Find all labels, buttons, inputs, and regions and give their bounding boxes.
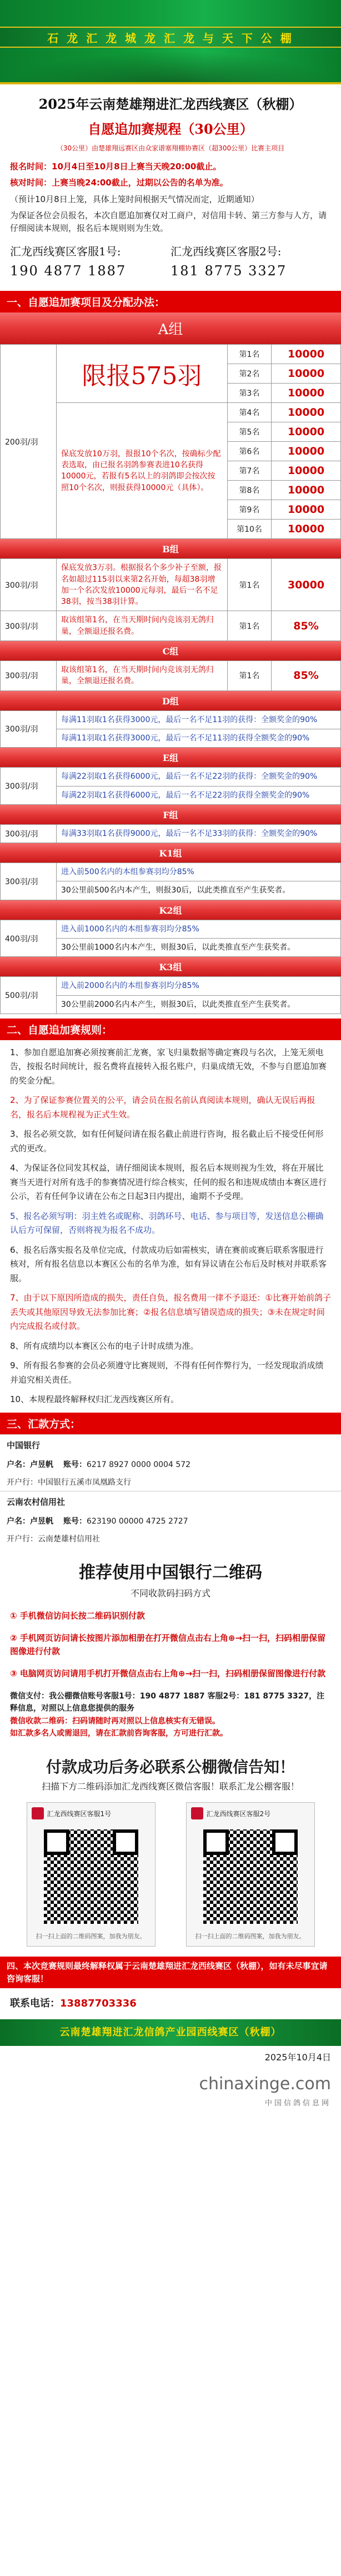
bank-box-1	[0, 1434, 341, 1491]
final-header: 四、本次竞赛规则最终解释权属于云南楚雄翔进汇龙西线赛区（秋棚），如有未尽事宜请咨询客服！	[0, 1957, 341, 1988]
bank-row	[0, 1455, 341, 1473]
rank-cell: 第8名	[228, 481, 272, 500]
prize-cell: 10000	[272, 481, 341, 500]
qr-card-hint: 扫一扫上面的二维码图案，加我为朋友。	[195, 1933, 305, 1940]
rank-cell: 第2名	[228, 364, 272, 384]
contact-label: 汇龙西线赛区客服2号:	[170, 245, 282, 259]
group-c-desc: 取该组第1名，在当天期时间内竞该羽无鸽归巢，全额退还报名费。	[57, 661, 228, 691]
group-d-desc: 每满11羽取1名获得3000元，最后一名不足11羽的获得：全额奖金的90%	[57, 710, 341, 729]
qr-card-label: 汇龙西线赛区客服1号	[47, 1809, 112, 1818]
group-k3-header: K3组	[0, 957, 341, 976]
avatar	[32, 1807, 44, 1819]
payment-header: 三、汇款方式：	[0, 1413, 341, 1434]
bank-branch: 开户行：中国银行五溪市凤凰路支行	[7, 1478, 131, 1487]
prize-cell: 85%	[272, 661, 341, 691]
table-row	[1, 768, 341, 786]
rank-cell: 第6名	[228, 442, 272, 461]
qr-step: ① 手机微信访问长按二维码识别付款	[10, 1610, 145, 1621]
group-k2-header: K2组	[0, 900, 341, 920]
group-f-table	[0, 824, 341, 843]
banner-wing-decoration	[0, 51, 341, 82]
group-e-table	[0, 767, 341, 805]
footer-date: 2025年10月4日	[264, 2052, 331, 2063]
qr-card-header	[187, 1803, 314, 1824]
group-b-desc: 取该组第1名，在当天期时间内竞该羽无鸽归巢，全额退还报名费。	[57, 611, 228, 641]
bank-branch: 开户行：云南楚雄村信用社	[7, 1534, 100, 1544]
banner-stripe-text: 石 龙 汇 龙 城 龙 汇 龙 与 天 下 公 棚	[47, 31, 294, 45]
table-row	[1, 920, 341, 938]
table-row	[1, 559, 341, 611]
group-a-fee: 200羽/羽	[1, 345, 57, 539]
prize-cell: 10000	[272, 442, 341, 461]
group-k1-desc: 30公里前500名内本产生，则报30后，以此类推直至产生获奖者。	[57, 881, 341, 900]
qr-step: ③ 电脑网页访问请用手机打开微信点击右上角⊕→扫一扫，扫码相册保留图像进行付款	[10, 1668, 326, 1678]
contact-left	[10, 243, 170, 279]
prize-cell: 10000	[272, 422, 341, 442]
account-number[interactable]: 623190 00000 4725 2727	[87, 1516, 188, 1526]
top-banner	[0, 0, 341, 84]
phone-label: 联系电话：	[10, 1998, 60, 2010]
page-title: 2025年云南楚雄翔进汇龙西线赛区（秋棚）	[38, 96, 303, 112]
group-c-fee: 300羽/羽	[1, 661, 57, 691]
group-k1-header: K1组	[0, 843, 341, 863]
group-d-header: D组	[0, 691, 341, 710]
footer-banner: 云南楚雄翔进汇龙信鸽产业园西线赛区（秋棚）	[0, 2019, 341, 2046]
group-k2-fee: 400羽/羽	[1, 920, 57, 957]
rank-cell: 第1名	[228, 661, 272, 691]
banner-stripe	[0, 27, 341, 48]
wechat-line: 微信收款二维码：扫码请随时再对照以上信息核实有无错误。	[10, 1716, 220, 1726]
qr-title: 推荐使用中国银行二维码	[79, 1562, 262, 1582]
bank-row	[0, 1512, 341, 1530]
contact-right	[170, 243, 331, 279]
group-k2-desc: 30公里前1000名内本产生，则报30后，以此类推直至产生获奖者。	[57, 939, 341, 957]
rank-cell: 第1名	[228, 559, 272, 611]
bank-name: 中国银行	[0, 1434, 341, 1455]
prize-cell: 10000	[272, 520, 341, 539]
group-f-header: F组	[0, 805, 341, 824]
group-k1-desc: 进入前500名内的本组参赛羽均分85%	[57, 863, 341, 881]
intro-deadline: 报名时间：10月4日至10月8日上赛当天晚20:00截止。	[10, 162, 222, 172]
group-f-desc: 每满33羽取1名获得9000元，最后一名不足33羽的获得：全额奖金的90%	[57, 824, 341, 843]
qr-card-hint: 扫一扫上面的二维码图案，加我为朋友。	[36, 1933, 146, 1940]
rule-item: 8、所有成绩均以本赛区公布的电子计时成绩为准。	[10, 1340, 199, 1351]
group-k1-table	[0, 863, 341, 900]
rank-cell: 第10名	[228, 520, 272, 539]
prize-cell: 85%	[272, 611, 341, 641]
qr-cards	[0, 1797, 341, 1952]
qr-subtitle: 不同收款码扫码方式	[130, 1587, 210, 1599]
table-row	[1, 345, 341, 364]
rule-item: 6、报名后落实报名及单位完成，付款成功后如需核实，请在赛前或赛后联系客服进行核对，所有报名信息以本赛区公布的名单为准，如有异议请在公布后及时核对并联系客服。	[10, 1244, 327, 1283]
group-k3-table	[0, 976, 341, 1014]
group-a-limit: 限报575羽	[57, 345, 228, 403]
section-header: 一、自愿追加赛项目及分配办法：	[0, 291, 341, 312]
prize-cell: 10000	[272, 461, 341, 481]
table-row	[1, 611, 341, 641]
contact-label: 汇龙西线赛区客服1号:	[10, 245, 121, 259]
group-e-header: E组	[0, 748, 341, 767]
group-b-fee: 300羽/羽	[1, 611, 57, 641]
rule-item: 2、为了保证参赛位置关的公平，请会员在报名前认真阅读本规则，确认无误后再报名，报名后本规程视为正式生效。	[10, 1095, 315, 1120]
rule-item: 4、为保证各位同发其权益，请仔细阅读本规则，报名后本规则视为生效，将在开展比赛当天进行对所有选手的参赛情况进行综合核实，任何的报名和违规成绩由本赛区进行公示，若有任何争议请在公布之日起3日内提出，逾期不予受理。	[10, 1163, 327, 1202]
group-d-table	[0, 710, 341, 748]
rule-item: 10、本规程最终解释权归汇龙西线赛区所有。	[10, 1394, 179, 1405]
group-k2-desc: 进入前1000名内的本组参赛羽均分85%	[57, 920, 341, 938]
table-row	[1, 977, 341, 995]
phone-number[interactable]: 13887703336	[60, 1998, 137, 2010]
account-name: 户名：卢昱帆	[7, 1460, 53, 1469]
intro-settle: 核对时间：上赛当晚24:00截止，过期以公告的名单为准。	[10, 178, 228, 188]
rule-item: 7、由于以下原因所造成的损失，责任自负，报名费用一律不予退还：①比赛开始前鸽子丢失或其他原因导致无法参加比赛；②报名信息填写错误造成的损失；③未在规定时间内完成报名或付款。	[10, 1293, 331, 1332]
contact-grid	[0, 238, 341, 286]
prize-cell: 10000	[272, 403, 341, 422]
account-label: 账号：623190 00000 4725 2727	[63, 1516, 188, 1526]
group-e-desc: 每满22羽取1名获得6000元，最后一名不足22羽的获得：全额奖金的90%	[57, 768, 341, 786]
group-k2-table	[0, 920, 341, 957]
rule-item: 5、报名必须写明：羽主姓名或昵称、羽鸽环号、电话、参与项目等，发送信息公棚确认后方可保留，否则将视为报名不成功。	[10, 1211, 324, 1236]
watermark-logo: chinaxinge.com	[199, 2074, 331, 2094]
qr-code-icon[interactable]	[44, 1829, 138, 1924]
rules-list	[0, 1046, 341, 1407]
rank-cell: 第3名	[228, 384, 272, 403]
table-row	[1, 661, 341, 691]
prize-cell: 10000	[272, 364, 341, 384]
rank-cell: 第1名	[228, 345, 272, 364]
group-b-fee: 300羽/羽	[1, 559, 57, 611]
rule-item: 3、报名必须交款，如有任何疑问请在报名截止前进行咨询，报名截止后不接受任何形式的更改。	[10, 1129, 324, 1153]
rank-cell: 第5名	[228, 422, 272, 442]
prize-cell: 10000	[272, 500, 341, 520]
group-b-desc: 保底发放3万羽。根据报名个多少补子至额，报名如超过115羽以来第2名开始，每超38羽增加一个名次发放10000元每羽，最后一名不足38羽，按当38羽计算。	[57, 559, 228, 611]
rank-cell: 第1名	[228, 611, 272, 641]
avatar	[191, 1807, 203, 1819]
group-b-header: B组	[0, 539, 341, 558]
prize-cell: 10000	[272, 384, 341, 403]
account-name: 户名：卢昱帆	[7, 1516, 53, 1526]
table-row	[1, 863, 341, 881]
qr-card	[186, 1802, 315, 1947]
group-c-table	[0, 661, 341, 691]
page-subtitle: 自愿追加赛规程（30公里）	[88, 121, 253, 137]
prize-cell: 30000	[272, 559, 341, 611]
group-k1-fee: 300羽/羽	[1, 863, 57, 900]
group-a-desc: 保底发放10万羽，报报10个名次，按确标少配表选取，由已报名羽鸽参赛表进10名获得10000元，若报有5名以上的羽鸽即会按次按照10个名次，则报获得10000元（具体）。	[57, 403, 228, 539]
contact-number[interactable]: 181 8775 3327	[170, 263, 287, 279]
qr-card-header	[27, 1803, 155, 1824]
pay-notice-subtitle: 扫描下方二维码添加汇龙西线赛区微信客服！联系汇龙公棚客服！	[41, 1781, 299, 1792]
account-number[interactable]: 6217 8927 0000 0004 572	[87, 1460, 191, 1469]
wechat-line: 如汇款多名人或需退回，请在汇款前咨询客服，方可进行汇款。	[10, 1729, 228, 1738]
table-row	[1, 710, 341, 729]
rules-header: 二、自愿追加赛规则：	[0, 1019, 341, 1040]
group-a-table	[0, 344, 341, 539]
rule-item: 1、参加自愿追加赛必须按赛前汇龙赛，家飞归巢数据等确定赛段与名次，上笼无须电告，按报名时间统计，报名费将直接转入报名账户，归巢成绩无效，不参与自愿追加赛的奖金分配。	[10, 1047, 327, 1086]
group-k3-desc: 30公里前2000名内本产生，则报30后，以此类推直至产生获奖者。	[57, 995, 341, 1014]
group-d-fee: 300羽/羽	[1, 710, 57, 748]
prize-cell: 10000	[272, 345, 341, 364]
rule-item: 9、所有报名参赛的会员必须遵守比赛规则，不得有任何作弊行为，一经发现取消成绩并追究相关责任。	[10, 1360, 324, 1385]
wechat-info	[0, 1685, 341, 1746]
bank-name: 云南农村信用社	[0, 1491, 341, 1512]
contact-number[interactable]: 190 4877 1887	[10, 263, 127, 279]
wechat-line: 微信支付：我公棚微信账号客服1号：190 4877 1887 客服2号：181 8775 3327，注释信息，对照以上信息您提供的服务	[10, 1691, 325, 1713]
title-note: （30公里）由楚雄翔远赛区由众家谱塞翔棚协赛区（超300公里）比赛主项目	[56, 144, 285, 152]
group-f-fee: 300羽/羽	[1, 824, 57, 843]
intro-release: （预计10月8日上笼，具体上笼时间根据天气情况而定，近期通知）	[10, 194, 259, 204]
group-d-desc: 每满11羽取1名获得3000元，最后一名不足11羽的获得全额奖金的90%	[57, 729, 341, 747]
group-e-fee: 300羽/羽	[1, 768, 57, 805]
bank-box-2	[0, 1491, 341, 1547]
table-row	[1, 824, 341, 843]
pay-notice-title: 付款成功后务必联系公棚微信告知！	[46, 1758, 295, 1777]
rank-cell: 第7名	[228, 461, 272, 481]
group-b-table	[0, 558, 341, 641]
intro-apply: 为保证各位会员报名，本次自愿追加赛仅对工商户，对信用卡转、第三方参与人方，请仔细阅读本规则，报名后本规则则为生效。	[10, 210, 327, 233]
qr-card	[27, 1802, 156, 1947]
phone-line	[0, 1992, 341, 2016]
group-k3-desc: 进入前2000名内的本组参赛羽均分85%	[57, 977, 341, 995]
qr-step: ② 手机网页访问请长按图片添加相册在打开微信点击右上角⊕→扫一扫，扫码相册保留图像进行付款	[10, 1632, 326, 1656]
group-c-header: C组	[0, 641, 341, 661]
account-label: 账号：6217 8927 0000 0004 572	[63, 1460, 191, 1469]
group-e-desc: 每满22羽取1名获得6000元，最后一名不足22羽的获得全额奖金的90%	[57, 786, 341, 804]
rank-cell: 第4名	[228, 403, 272, 422]
group-k3-fee: 500羽/羽	[1, 977, 57, 1014]
qr-card-label: 汇龙西线赛区客服2号	[206, 1809, 271, 1818]
rank-cell: 第9名	[228, 500, 272, 520]
group-a-header: A组	[0, 312, 341, 344]
watermark-subtitle: 中国信鸽信息网	[264, 2099, 331, 2108]
qr-code-icon[interactable]	[203, 1829, 298, 1924]
